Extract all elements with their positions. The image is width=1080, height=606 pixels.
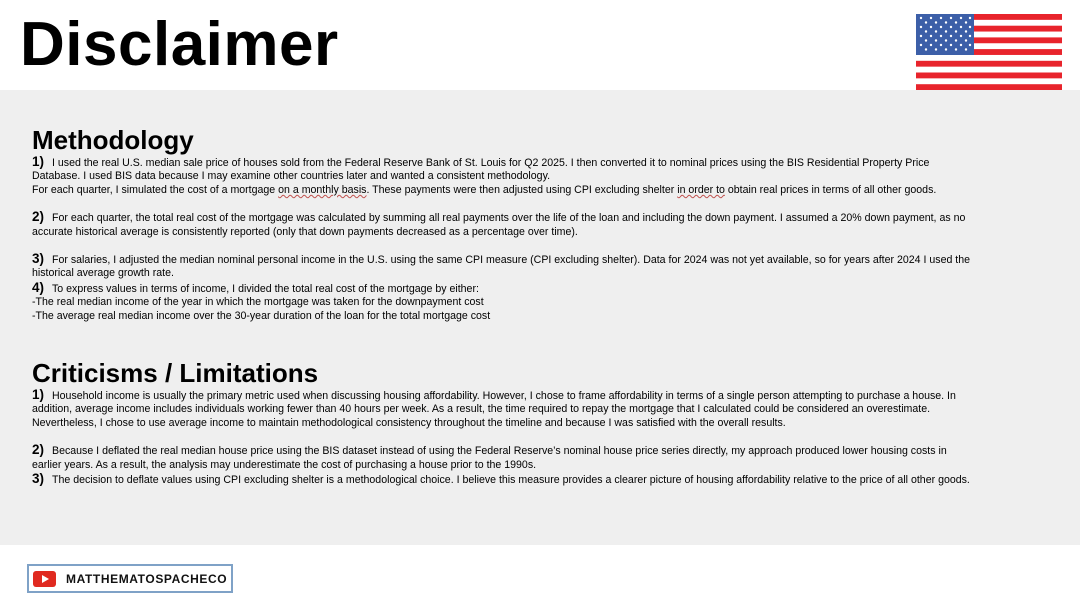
methodology-item-2: [32, 210, 977, 239]
item-number: 2): [32, 209, 45, 225]
spellcheck-underline: on a monthly basis: [278, 183, 367, 196]
item-text: . These payments were then adjusted using CPI excluding shelter: [366, 183, 678, 196]
item-number: 2): [32, 442, 45, 458]
us-flag-icon: [916, 14, 1062, 90]
spellcheck-underline: in order to: [677, 183, 725, 196]
criticisms-item-2: [32, 443, 977, 472]
item-text: For salaries, I adjusted the median nominal personal income in the U.S. using the same CPI measure (CPI excluding shelter). Data for 2024 was not yet available, so for years after 2024 I used the historical average growth rate.: [32, 254, 971, 280]
item-text: The decision to deflate values using CPI excluding shelter is a methodological choice. I believe this measure provides a clearer picture of housing affordability relative to the price of all other goods.: [52, 474, 970, 487]
page-title: Disclaimer: [20, 10, 339, 79]
item-text: For each quarter, the total real cost of the mortgage was calculated by summing all real payments over the life of the loan and including the down payment. I assumed a 20% down payment, as no accurate historical average is consistently reported (only that down payments decreased as a percentage over time).: [32, 212, 966, 238]
item-text: Because I deflated the real median house price using the BIS dataset instead of using the Federal Reserve’s nominal house price series directly, my approach produced lower housing costs in earlier years. As a result, the analysis may underestimate the cost of purchasing a house prior to the 1990s.: [32, 445, 947, 471]
criticisms-item-1: [32, 388, 977, 430]
item-number: 3): [32, 471, 45, 487]
item-number: 4): [32, 279, 45, 295]
item-text: -The real median income of the year in which the mortgage was taken for the downpayment cost: [32, 296, 484, 309]
item-number: 3): [32, 251, 45, 267]
criticisms-heading: Criticisms / Limitations: [32, 358, 319, 389]
channel-name: MATTHEMATOSPACHECO: [66, 572, 228, 586]
item-text: I used the real U.S. median sale price of houses sold from the Federal Reserve Bank of St. Louis for Q2 2025. I then converted it to nominal prices using the BIS Residential Property Price Database. I used BIS data because I may examine other countries later and wanted a consistent methodology.: [32, 157, 930, 183]
channel-badge[interactable]: [27, 564, 233, 593]
youtube-icon: [33, 571, 56, 587]
item-text: To express values in terms of income, I divided the total real cost of the mortgage by either:: [52, 282, 479, 295]
methodology-item-3: [32, 252, 977, 281]
criticisms-item-3: [32, 472, 977, 487]
methodology-item-4: [32, 281, 977, 323]
item-text: For each quarter, I simulated the cost of a mortgage: [32, 183, 279, 196]
item-number: 1): [32, 154, 45, 169]
content: [32, 125, 977, 488]
item-text: Household income is usually the primary metric used when discussing housing affordability. However, I chose to frame affordability in terms of a single person attempting to purchase a house. In addition, average income includes individuals working fewer than 40 hours per week. As a result, the time required to repay the mortgage that I calculated could be considered an overestimate. Nevertheless, I chose to use average income to maintain methodological consistency throughout the timeline and because I was satisfied with the overall results.: [32, 390, 956, 429]
item-text: -The average real median income over the 30-year duration of the loan for the total mortgage cost: [32, 309, 491, 322]
item-number: 1): [32, 387, 45, 403]
methodology-item-1: [32, 155, 977, 197]
item-text: obtain real prices in terms of all other goods.: [724, 183, 937, 196]
header: [0, 0, 1080, 90]
methodology-heading: Methodology: [32, 125, 194, 155]
